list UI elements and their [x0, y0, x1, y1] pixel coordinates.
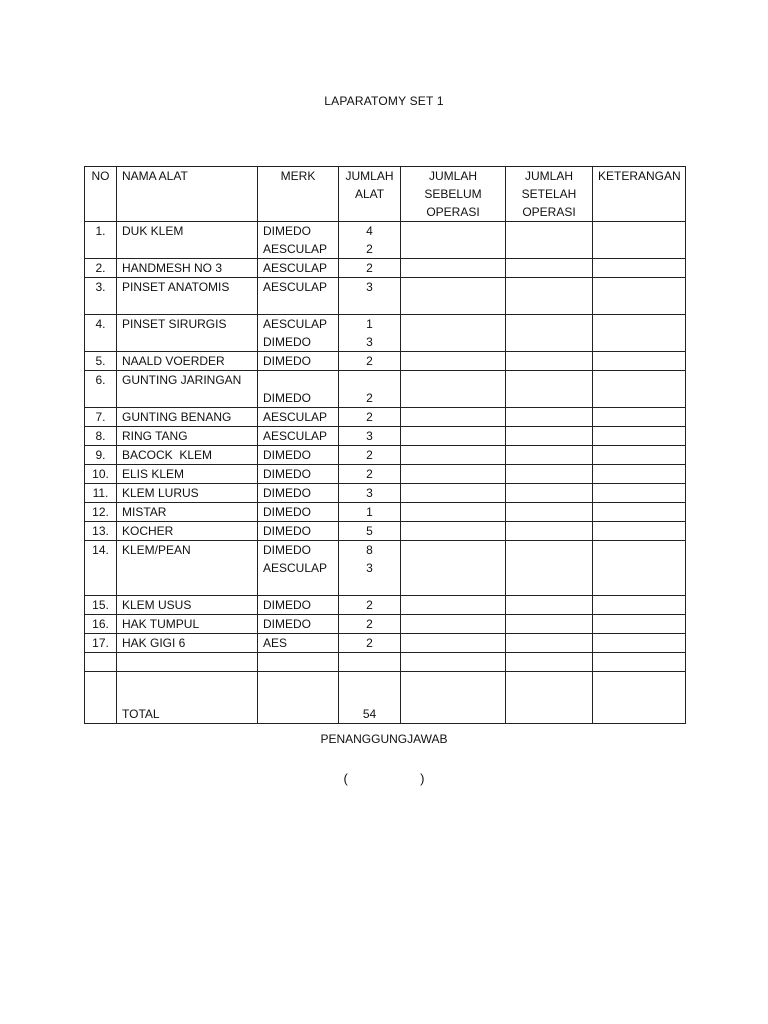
row-jumlah-line: 8	[366, 543, 373, 557]
row-jumlah-line: 3	[366, 429, 373, 443]
row-no: 17.	[85, 634, 117, 653]
row-jumlah-line: 3	[366, 486, 373, 500]
header-jumlah-alat	[339, 167, 401, 222]
row-jumlah-line: 2	[366, 242, 373, 256]
row-jumlah-line: 2	[366, 467, 373, 481]
row-setelah-cell	[506, 371, 593, 408]
row-merk	[258, 465, 339, 484]
row-merk-line: AESCULAP	[263, 410, 328, 424]
row-setelah-cell	[506, 259, 593, 278]
row-nama: MISTAR	[117, 503, 258, 522]
table-row	[85, 446, 686, 465]
row-merk-line: DIMEDO	[263, 467, 311, 481]
row-jumlah-line: 2	[366, 261, 373, 275]
row-no: 9.	[85, 446, 117, 465]
row-no: 15.	[85, 596, 117, 615]
row-jumlah-line: 1	[366, 317, 373, 331]
row-keterangan-cell	[593, 615, 686, 634]
empty-cell	[593, 653, 686, 672]
table-row	[85, 222, 686, 259]
row-merk	[258, 596, 339, 615]
row-merk-line: DIMEDO	[263, 391, 311, 405]
header-jumlah-setelah-line: SETELAH	[521, 187, 577, 201]
row-jumlah-line: 2	[366, 391, 373, 405]
empty-cell	[117, 653, 258, 672]
total-value: 54	[339, 672, 401, 724]
row-jumlah	[339, 596, 401, 615]
row-keterangan-cell	[593, 278, 686, 315]
row-nama: ELIS KLEM	[117, 465, 258, 484]
header-merk: MERK	[258, 167, 339, 222]
row-sebelum-cell	[401, 596, 506, 615]
row-nama: BACOCK KLEM	[117, 446, 258, 465]
row-keterangan-cell	[593, 259, 686, 278]
row-jumlah-line: 2	[366, 617, 373, 631]
row-no: 3.	[85, 278, 117, 315]
row-merk-line: DIMEDO	[263, 335, 311, 349]
row-nama: KOCHER	[117, 522, 258, 541]
row-jumlah	[339, 541, 401, 596]
row-jumlah	[339, 352, 401, 371]
row-sebelum-cell	[401, 465, 506, 484]
row-merk-line: AESCULAP	[263, 280, 328, 294]
header-jumlah-sebelum-line: SEBELUM	[424, 187, 482, 201]
row-merk	[258, 484, 339, 503]
row-merk	[258, 522, 339, 541]
row-merk	[258, 408, 339, 427]
row-jumlah-line: 3	[366, 280, 373, 294]
header-keterangan: KETERANGAN	[593, 167, 686, 222]
empty-cell	[339, 653, 401, 672]
row-jumlah	[339, 222, 401, 259]
signature-parentheses	[0, 771, 768, 786]
signature-label: PENANGGUNGJAWAB	[320, 732, 448, 746]
table-row	[85, 352, 686, 371]
row-jumlah-line: 5	[366, 524, 373, 538]
row-nama: RING TANG	[117, 427, 258, 446]
row-setelah-cell	[506, 278, 593, 315]
row-setelah-cell	[506, 503, 593, 522]
row-sebelum-cell	[401, 408, 506, 427]
total-no-cell	[85, 672, 117, 724]
row-jumlah-line: 1	[366, 505, 373, 519]
row-sebelum-cell	[401, 522, 506, 541]
row-jumlah	[339, 465, 401, 484]
document-title: LAPARATOMY SET 1	[324, 94, 444, 108]
row-jumlah	[339, 315, 401, 352]
row-nama: HANDMESH NO 3	[117, 259, 258, 278]
row-merk	[258, 427, 339, 446]
header-no: NO	[85, 167, 117, 222]
header-jumlah-alat-line: JUMLAH	[345, 169, 394, 183]
row-merk	[258, 259, 339, 278]
row-sebelum-cell	[401, 315, 506, 352]
row-sebelum-cell	[401, 634, 506, 653]
row-sebelum-cell	[401, 371, 506, 408]
row-merk	[258, 503, 339, 522]
row-keterangan-cell	[593, 484, 686, 503]
row-setelah-cell	[506, 541, 593, 596]
row-setelah-cell	[506, 408, 593, 427]
total-row	[85, 672, 686, 724]
row-keterangan-cell	[593, 352, 686, 371]
row-merk	[258, 634, 339, 653]
row-no: 1.	[85, 222, 117, 259]
table-row	[85, 503, 686, 522]
header-jumlah-alat-line: ALAT	[354, 187, 385, 201]
row-nama: HAK GIGI 6	[117, 634, 258, 653]
row-nama: KLEM LURUS	[117, 484, 258, 503]
empty-cell	[401, 653, 506, 672]
row-merk	[258, 615, 339, 634]
row-keterangan-cell	[593, 371, 686, 408]
row-setelah-cell	[506, 615, 593, 634]
row-sebelum-cell	[401, 503, 506, 522]
row-nama: GUNTING BENANG	[117, 408, 258, 427]
row-no: 8.	[85, 427, 117, 446]
row-merk-line: DIMEDO	[263, 524, 311, 538]
empty-cell	[85, 653, 117, 672]
row-nama: PINSET SIRURGIS	[117, 315, 258, 352]
row-keterangan-cell	[593, 427, 686, 446]
row-jumlah	[339, 503, 401, 522]
signature-close-paren: )	[420, 771, 425, 786]
table-header-row	[85, 167, 686, 222]
row-keterangan-cell	[593, 596, 686, 615]
row-jumlah-line: 2	[366, 636, 373, 650]
header-jumlah-sebelum-line: JUMLAH	[428, 169, 477, 183]
row-merk-line: DIMEDO	[263, 543, 311, 557]
row-merk-line: AES	[263, 636, 288, 650]
row-no: 2.	[85, 259, 117, 278]
row-jumlah-line: 2	[366, 448, 373, 462]
row-jumlah	[339, 427, 401, 446]
table-row	[85, 522, 686, 541]
table-row	[85, 541, 686, 596]
row-sebelum-cell	[401, 615, 506, 634]
row-merk-line: DIMEDO	[263, 224, 311, 238]
row-setelah-cell	[506, 446, 593, 465]
table-row	[85, 484, 686, 503]
row-no: 16.	[85, 615, 117, 634]
row-jumlah-line: 4	[366, 224, 373, 238]
row-jumlah-line: 2	[366, 598, 373, 612]
empty-cell	[506, 653, 593, 672]
row-setelah-cell	[506, 427, 593, 446]
row-no: 12.	[85, 503, 117, 522]
row-merk	[258, 446, 339, 465]
row-spacer	[263, 371, 333, 389]
row-sebelum-cell	[401, 259, 506, 278]
row-merk	[258, 278, 339, 315]
row-keterangan-cell	[593, 503, 686, 522]
row-no: 6.	[85, 371, 117, 408]
row-jumlah-line: 3	[366, 561, 373, 575]
header-jumlah-sebelum-line: OPERASI	[426, 205, 480, 219]
header-nama-alat: NAMA ALAT	[117, 167, 258, 222]
row-sebelum-cell	[401, 352, 506, 371]
row-spacer	[344, 371, 395, 389]
header-jumlah-setelah-line: OPERASI	[522, 205, 576, 219]
row-merk-line: DIMEDO	[263, 448, 311, 462]
total-keterangan-cell	[593, 672, 686, 724]
row-merk-line: DIMEDO	[263, 486, 311, 500]
row-setelah-cell	[506, 596, 593, 615]
row-jumlah	[339, 259, 401, 278]
header-jumlah-setelah-line: JUMLAH	[524, 169, 573, 183]
total-merk-cell	[258, 672, 339, 724]
total-label: TOTAL	[117, 672, 258, 724]
total-setelah-cell	[506, 672, 593, 724]
row-merk-line: AESCULAP	[263, 429, 328, 443]
row-sebelum-cell	[401, 541, 506, 596]
table-row	[85, 634, 686, 653]
row-keterangan-cell	[593, 222, 686, 259]
row-nama: KLEM USUS	[117, 596, 258, 615]
row-keterangan-cell	[593, 408, 686, 427]
table-row	[85, 259, 686, 278]
row-no: 11.	[85, 484, 117, 503]
row-no: 4.	[85, 315, 117, 352]
row-sebelum-cell	[401, 446, 506, 465]
row-jumlah	[339, 446, 401, 465]
row-no: 10.	[85, 465, 117, 484]
row-nama: DUK KLEM	[117, 222, 258, 259]
row-merk-line: AESCULAP	[263, 242, 328, 256]
header-jumlah-setelah	[506, 167, 593, 222]
row-sebelum-cell	[401, 222, 506, 259]
row-sebelum-cell	[401, 278, 506, 315]
table-row	[85, 315, 686, 352]
row-merk	[258, 371, 339, 408]
row-nama: KLEM/PEAN	[117, 541, 258, 596]
row-keterangan-cell	[593, 446, 686, 465]
table-row	[85, 596, 686, 615]
row-jumlah	[339, 278, 401, 315]
row-keterangan-cell	[593, 634, 686, 653]
row-keterangan-cell	[593, 315, 686, 352]
row-setelah-cell	[506, 484, 593, 503]
table-row	[85, 278, 686, 315]
row-sebelum-cell	[401, 427, 506, 446]
row-jumlah-line: 3	[366, 335, 373, 349]
table-row	[85, 615, 686, 634]
instrument-table	[84, 166, 686, 724]
row-nama: HAK TUMPUL	[117, 615, 258, 634]
row-nama: NAALD VOERDER	[117, 352, 258, 371]
row-setelah-cell	[506, 352, 593, 371]
row-jumlah	[339, 522, 401, 541]
row-jumlah	[339, 634, 401, 653]
row-merk	[258, 315, 339, 352]
table-row	[85, 408, 686, 427]
row-sebelum-cell	[401, 484, 506, 503]
row-merk	[258, 222, 339, 259]
total-sebelum-cell	[401, 672, 506, 724]
row-jumlah	[339, 484, 401, 503]
row-keterangan-cell	[593, 465, 686, 484]
table-row	[85, 465, 686, 484]
header-jumlah-sebelum	[401, 167, 506, 222]
row-jumlah-line: 2	[366, 354, 373, 368]
row-setelah-cell	[506, 465, 593, 484]
row-merk-line: AESCULAP	[263, 561, 328, 575]
table-row	[85, 427, 686, 446]
row-merk-line: DIMEDO	[263, 598, 311, 612]
empty-cell	[258, 653, 339, 672]
row-setelah-cell	[506, 222, 593, 259]
row-no: 7.	[85, 408, 117, 427]
empty-row	[85, 653, 686, 672]
row-merk	[258, 352, 339, 371]
row-merk-line: AESCULAP	[263, 317, 328, 331]
row-merk-line: DIMEDO	[263, 354, 311, 368]
row-jumlah-line: 2	[366, 410, 373, 424]
row-no: 5.	[85, 352, 117, 371]
row-no: 14.	[85, 541, 117, 596]
row-nama: PINSET ANATOMIS	[117, 278, 258, 315]
row-nama: GUNTING JARINGAN	[117, 371, 258, 408]
row-merk-line: DIMEDO	[263, 617, 311, 631]
row-setelah-cell	[506, 634, 593, 653]
table-row	[85, 371, 686, 408]
row-jumlah	[339, 615, 401, 634]
row-setelah-cell	[506, 315, 593, 352]
row-no: 13.	[85, 522, 117, 541]
row-keterangan-cell	[593, 541, 686, 596]
row-jumlah	[339, 408, 401, 427]
row-merk-line: AESCULAP	[263, 261, 328, 275]
signature-open-paren: (	[343, 771, 348, 786]
row-merk-line: DIMEDO	[263, 505, 311, 519]
row-jumlah	[339, 371, 401, 408]
row-keterangan-cell	[593, 522, 686, 541]
row-merk	[258, 541, 339, 596]
row-setelah-cell	[506, 522, 593, 541]
